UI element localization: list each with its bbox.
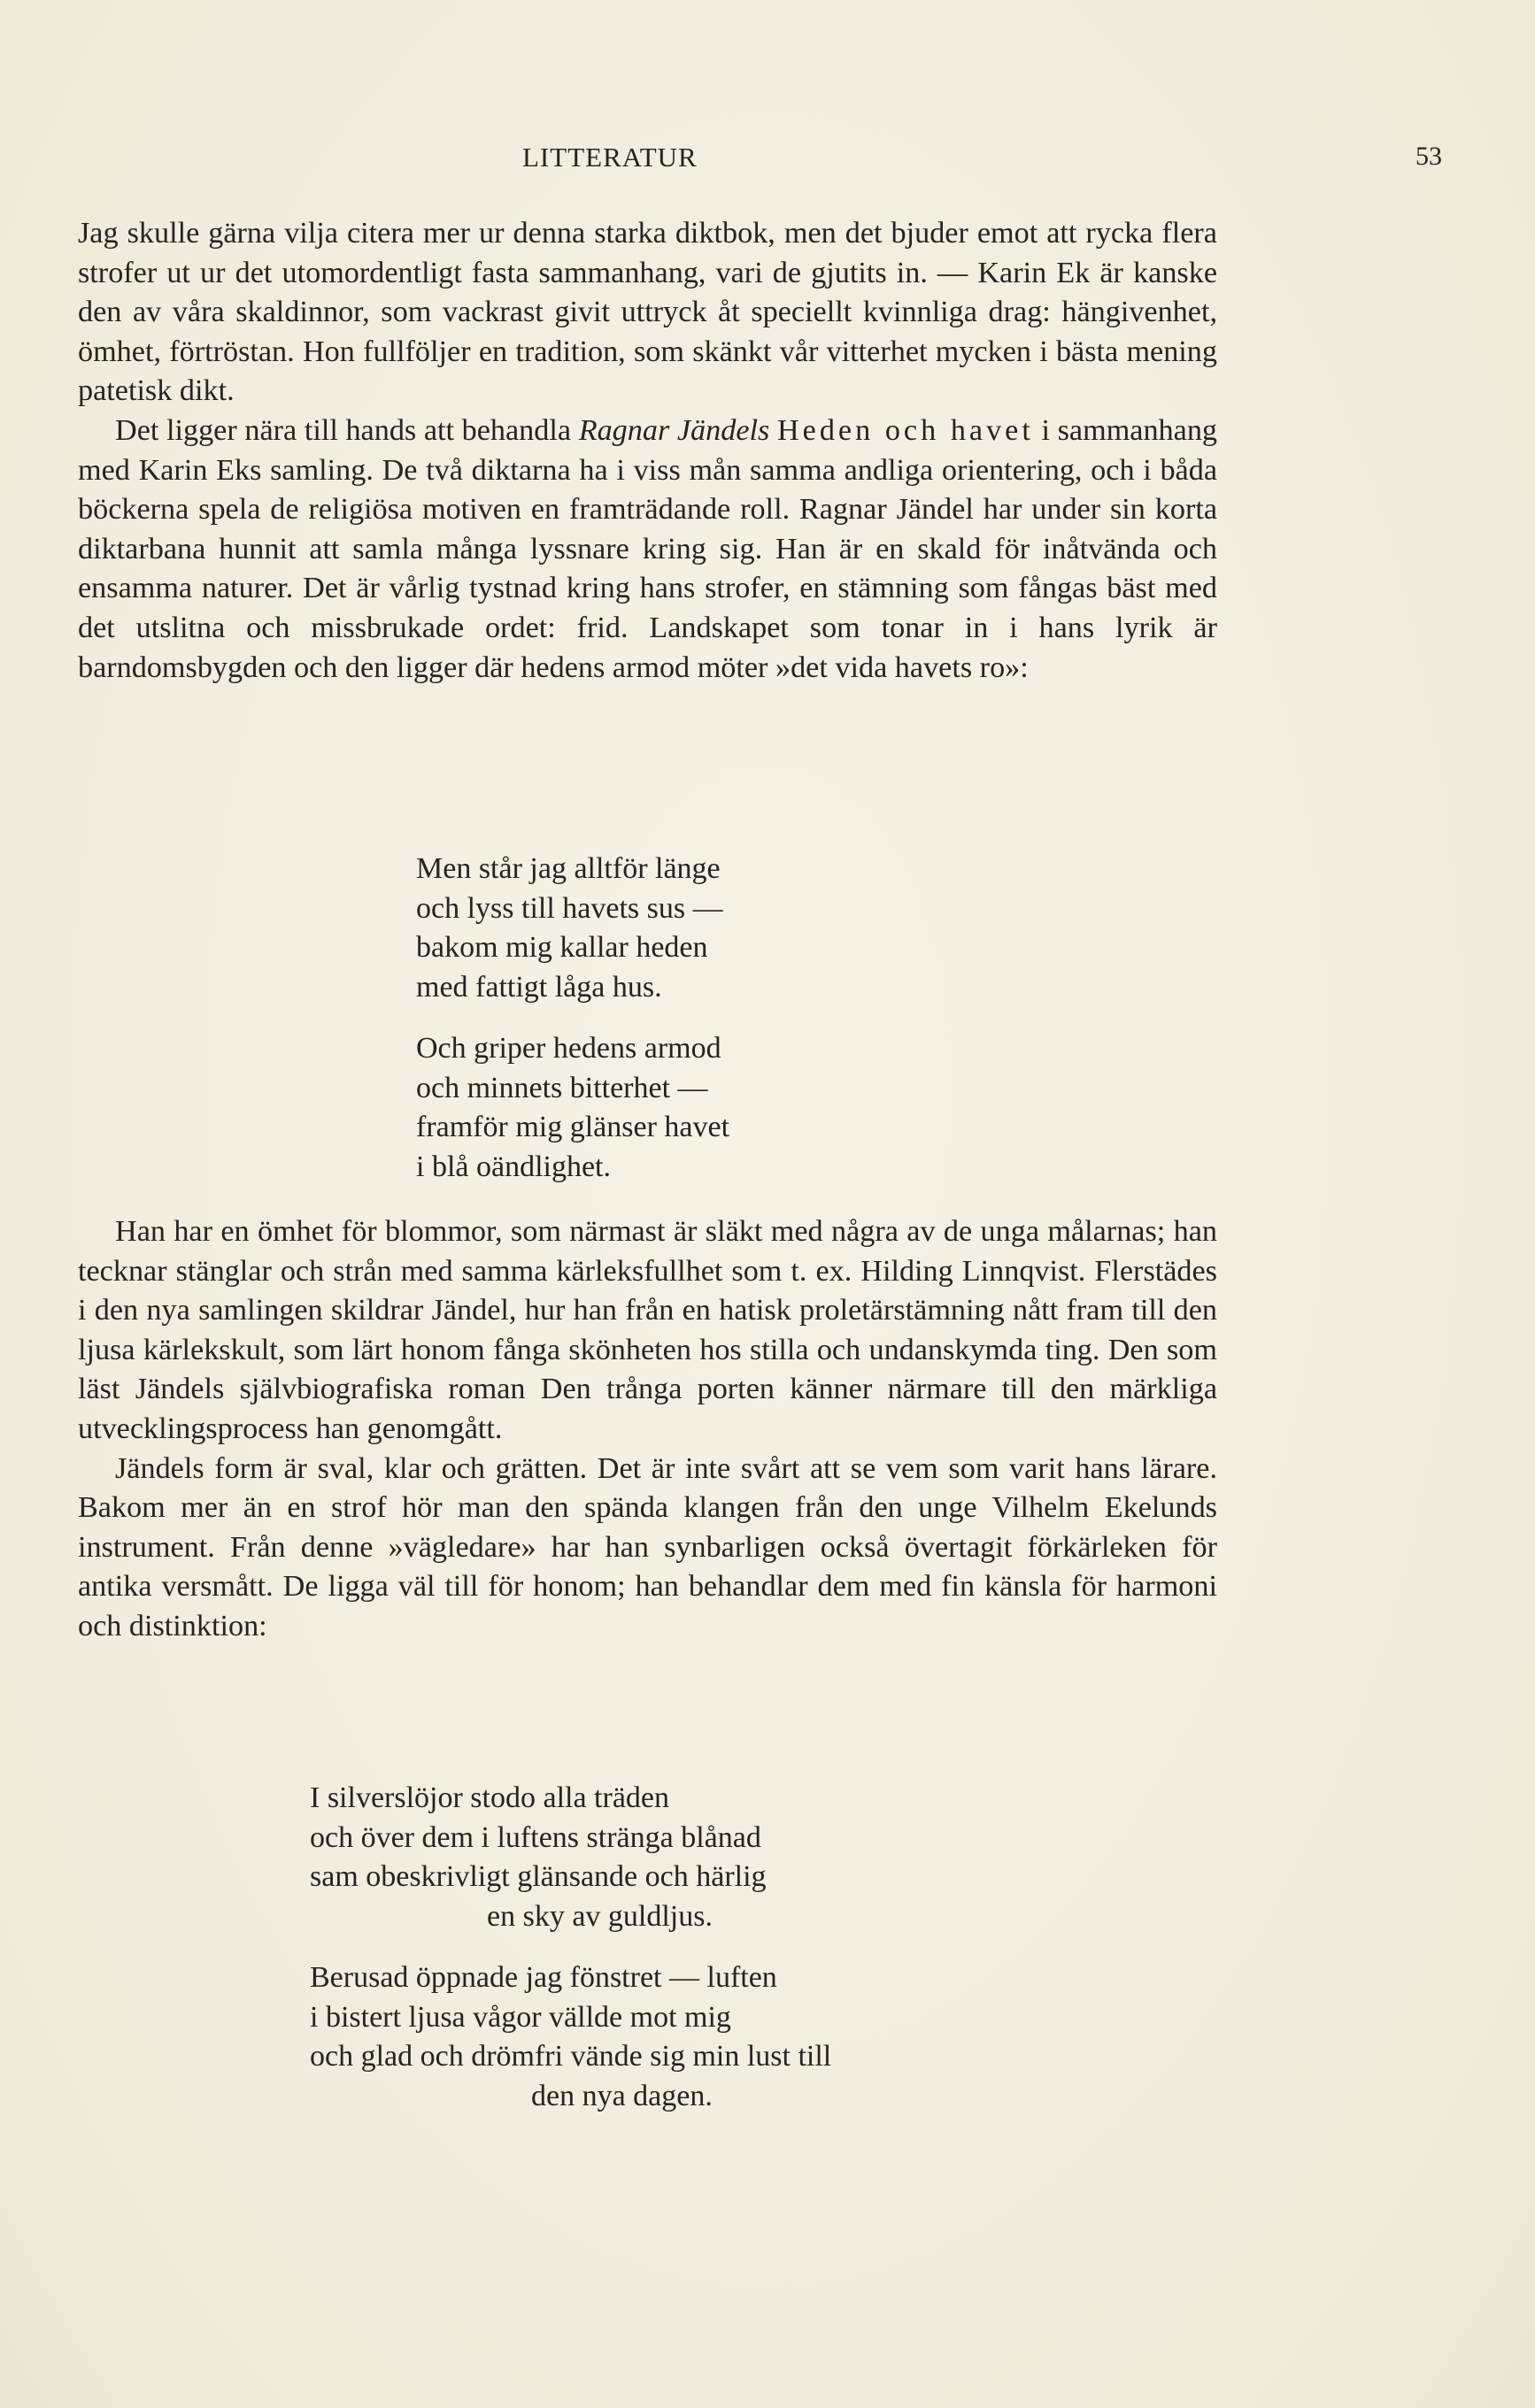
poem-line: sam obeskrivligt glänsande och härlig [310,1860,767,1893]
poem-line: i blå oändlighet. [416,1150,612,1183]
page-number: 53 [1415,142,1442,171]
poem-line: Berusad öppnade jag fönstret — luften [310,1961,777,1994]
poem-1-stanza-2 [416,1029,729,1187]
paragraph-4: Jändels form är sval, klar och grätten. Det är inte svårt att se vem som varit hans lärare. Bakom mer än en strof hör man den spända klangen från den unge Vilhelm Ekelunds instrument. Från denne »vägledare» har han synbarligen också övertagit förkärleken för antika versmått. De ligga väl till för honom; han behandlar dem med fin känsla för harmoni och distinktion: [78,1451,1217,1643]
book-title: Heden och havet [776,413,1034,447]
poem-line: en sky av guldljus. [487,1899,713,1933]
paragraph-2-text-a: Det ligger nära till hands att behandla [115,413,579,447]
poem-line: den nya dagen. [531,2079,713,2112]
poem-line: Och griper hedens armod [416,1032,721,1065]
running-head: LITTERATUR [522,142,698,173]
poem-line: I silverslöjor stodo alla träden [310,1781,670,1814]
paragraph-1: Jag skulle gärna vilja citera mer ur denna starka diktbok, men det bjuder emot att rycka flera strofer ut ur det utomordentligt fasta sammanhang, vari de gjutits in. — Karin Ek är kanske den av våra skaldinnor, som vackrast givit uttryck åt speciellt kvinnliga drag: hängivenhet, ömhet, förtröstan. Hon fullföljer en tradition, som skänkt vår vitterhet mycken i bästa mening patetisk dikt. [78,217,1217,408]
poem-line: bakom mig kallar heden [416,931,708,964]
poem-line: och glad och drömfri vände sig min lust till [310,2040,832,2073]
poem-line: och över dem i luftens stränga blånad [310,1820,761,1854]
poem-quote-1 [416,850,729,1187]
paragraph-2-space [769,414,777,447]
poem-2-stanza-1 [310,1779,831,1936]
poem-line: med fattigt låga hus. [416,970,662,1004]
poem-quote-2 [310,1779,831,2116]
body-section-1 [78,214,1217,688]
poem-line: i bistert ljusa vågor vällde mot mig [310,2000,731,2034]
poem-1-stanza-1 [416,850,729,1007]
poem-line: och minnets bitterhet — [416,1071,708,1104]
body-section-2 [78,1212,1217,1647]
poem-2-stanza-2 [310,1958,831,2116]
paragraph-2-text-b: i sammanhang med Karin Eks samling. De två diktarna ha i viss mån samma andliga orientering, och i båda böckerna spela de religiösa motiven en framträdande roll. Ragnar Jändel har under sin korta diktarbana hunnit att samla många lyssnare kring sig. Han är en skald för inåtvända och ensamma naturer. Det är vårlig tystnad kring hans strofer, en stämning som fångas bäst med det utslitna och missbrukade ordet: frid. Landskapet som tonar in i hans lyrik är barndomsbygden och den ligger där hedens armod möter »det vida havets ro»: [78,413,1218,684]
paragraph-3: Han har en ömhet för blommor, som närmast är släkt med några av de unga målarnas; han tecknar stänglar och strån med samma kärleksfullhet som t. ex. Hilding Linnqvist. Flerstädes i den nya samlingen skildrar Jändel, hur han från en hatisk proletärstämning nått fram till den ljusa kärlekskult, som lärt honom fånga skönheten hos stilla och undanskymda ting. Den som läst Jändels självbiografiska roman Den trånga porten känner närmare till den märkliga utvecklingsprocess han genomgått. [78,1215,1217,1445]
poem-line: och lyss till havets sus — [416,891,723,925]
paragraph-2 [78,412,1217,688]
poem-line: Men står jag alltför länge [416,852,721,885]
author-name: Ragnar Jändels [578,413,770,447]
poem-line: framför mig glänser havet [416,1111,730,1143]
